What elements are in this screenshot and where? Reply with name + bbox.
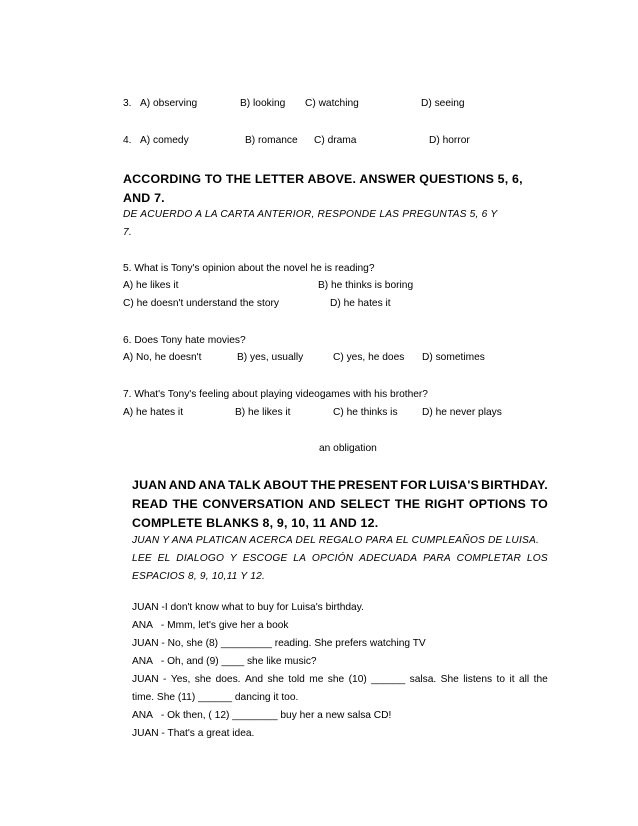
- dialogue-word: -: [163, 674, 167, 685]
- heading-word: ABOUT: [263, 478, 309, 492]
- section2-spanish-line3: ESPACIOS 8, 9, 10,11 Y 12.: [132, 571, 265, 582]
- heading-word: THE: [394, 497, 421, 511]
- heading-word: LUISA'S: [429, 478, 479, 492]
- dialogue-word: (10): [348, 674, 367, 685]
- q3-number: 3.: [123, 98, 132, 109]
- q4-option-b: B) romance: [245, 135, 298, 146]
- q4-number: 4.: [123, 135, 132, 146]
- q3-option-a: A) observing: [140, 98, 198, 109]
- dialogue-word: told: [288, 674, 305, 685]
- q3-option-b: B) looking: [240, 98, 286, 109]
- heading-word: READ: [132, 497, 168, 511]
- q3-option-c: C) watching: [305, 98, 359, 109]
- q7-option-a: A) he hates it: [123, 407, 184, 418]
- q5-option-c: C) he doesn't understand the story: [123, 298, 279, 309]
- q4-option-a: A) comedy: [140, 135, 189, 146]
- spanish-word: ADECUADA: [359, 553, 418, 564]
- heading-word: ANA: [198, 478, 226, 492]
- dialogue-word: She: [440, 674, 459, 685]
- q6-question: 6. Does Tony hate movies?: [123, 335, 246, 346]
- q7-option-d: D) he never plays: [422, 407, 502, 418]
- section2-spanish-line1: JUAN Y ANA PLATICAN ACERCA DEL REGALO PARA EL CUMPLEAÑOS DE LUISA.: [132, 535, 540, 546]
- dialogue-word: she: [327, 674, 345, 685]
- q5-option-d: D) he hates it: [330, 298, 391, 309]
- heading-word: CONVERSATION: [202, 497, 304, 511]
- q6-option-a: A) No, he doesn't: [123, 352, 202, 363]
- dialogue-word: all: [518, 674, 530, 685]
- heading-word: TALK: [228, 478, 261, 492]
- dialogue-word: does.: [215, 674, 241, 685]
- heading-word: SELECT: [340, 497, 391, 511]
- spanish-word: DIALOGO: [176, 553, 225, 564]
- q4-option-c: C) drama: [314, 135, 357, 146]
- heading-word: FOR: [400, 478, 427, 492]
- q6-option-b: B) yes, usually: [237, 352, 304, 363]
- heading-word: OPTIONS: [468, 497, 526, 511]
- heading-word: AND: [308, 497, 336, 511]
- dialogue-line-3: JUAN - No, she (8) _________ reading. She prefers watching TV: [132, 638, 426, 649]
- spanish-word: OPCIÓN: [311, 553, 354, 564]
- section2-spanish-line2: [132, 552, 548, 566]
- q7-option-c-continued: an obligation: [319, 443, 377, 454]
- section2-heading-line1: [132, 477, 548, 493]
- spanish-word: PARA: [423, 553, 451, 564]
- spanish-word: ESCOGE: [242, 553, 288, 564]
- section2-heading-line2: [132, 496, 548, 512]
- heading-word: JUAN: [132, 478, 167, 492]
- dialogue-word: me: [309, 674, 324, 685]
- dialogue-word: JUAN: [132, 674, 159, 685]
- heading-word: THE: [310, 478, 336, 492]
- heading-word: TO: [530, 497, 548, 511]
- q7-option-c: C) he thinks is: [333, 407, 398, 418]
- section1-spanish-line2: 7.: [123, 227, 132, 238]
- dialogue-word: salsa.: [409, 674, 437, 685]
- dialogue-word: it: [509, 674, 515, 685]
- dialogue-word: she: [194, 674, 212, 685]
- section1-spanish-line1: DE ACUERDO A LA CARTA ANTERIOR, RESPONDE LAS PREGUNTAS 5, 6 Y: [123, 209, 498, 220]
- section1-heading-line1: ACCORDING TO THE LETTER ABOVE. ANSWER QUESTIONS 5, 6,: [123, 172, 523, 186]
- q5-option-a: A) he likes it: [123, 280, 179, 291]
- spanish-word: LA: [293, 553, 307, 564]
- heading-word: BIRTHDAY.: [481, 478, 548, 492]
- dialogue-word: And: [244, 674, 264, 685]
- heading-word: PRESENT: [338, 478, 398, 492]
- dialogue-line-4: ANA - Oh, and (9) ____ she like music?: [132, 656, 317, 667]
- q7-question: 7. What's Tony's feeling about playing videogames with his brother?: [123, 389, 428, 400]
- q7-option-b: B) he likes it: [235, 407, 291, 418]
- dialogue-line-1: JUAN -I don't know what to buy for Luisa's birthday.: [132, 602, 364, 613]
- dialogue-line-7: ANA - Ok then, ( 12) ________ buy her a new salsa CD!: [132, 710, 392, 721]
- spanish-word: LOS: [526, 553, 548, 564]
- dialogue-line-2: ANA - Mmm, let's give her a book: [132, 620, 289, 631]
- dialogue-word: she: [267, 674, 284, 685]
- dialogue-word: listens: [463, 674, 493, 685]
- spanish-word: LEE: [132, 553, 152, 564]
- spanish-word: Y: [229, 553, 237, 564]
- dialogue-word: the: [533, 674, 548, 685]
- spanish-word: COMPLETAR: [456, 553, 522, 564]
- heading-word: THE: [172, 497, 198, 511]
- dialogue-word: to: [496, 674, 506, 685]
- q5-question: 5. What is Tony's opinion about the novel he is reading?: [123, 263, 375, 274]
- q3-option-d: D) seeing: [421, 98, 465, 109]
- heading-word: AND: [168, 478, 197, 492]
- q5-option-b: B) he thinks is boring: [318, 280, 414, 291]
- dialogue-line-8: JUAN - That's a great idea.: [132, 728, 255, 739]
- section1-heading-line2: AND 7.: [123, 191, 165, 205]
- q6-option-c: C) yes, he does: [333, 352, 405, 363]
- q4-option-d: D) horror: [429, 135, 470, 146]
- dialogue-word: Yes,: [170, 674, 191, 685]
- q6-option-d: D) sometimes: [422, 352, 485, 363]
- section2-heading-line3: COMPLETE BLANKS 8, 9, 10, 11 AND 12.: [132, 516, 379, 530]
- dialogue-word: ______: [371, 674, 406, 685]
- dialogue-line-6: time. She (11) ______ dancing it too.: [132, 692, 299, 703]
- spanish-word: EL: [157, 553, 171, 564]
- heading-word: RIGHT: [424, 497, 465, 511]
- dialogue-line-5: [132, 673, 548, 687]
